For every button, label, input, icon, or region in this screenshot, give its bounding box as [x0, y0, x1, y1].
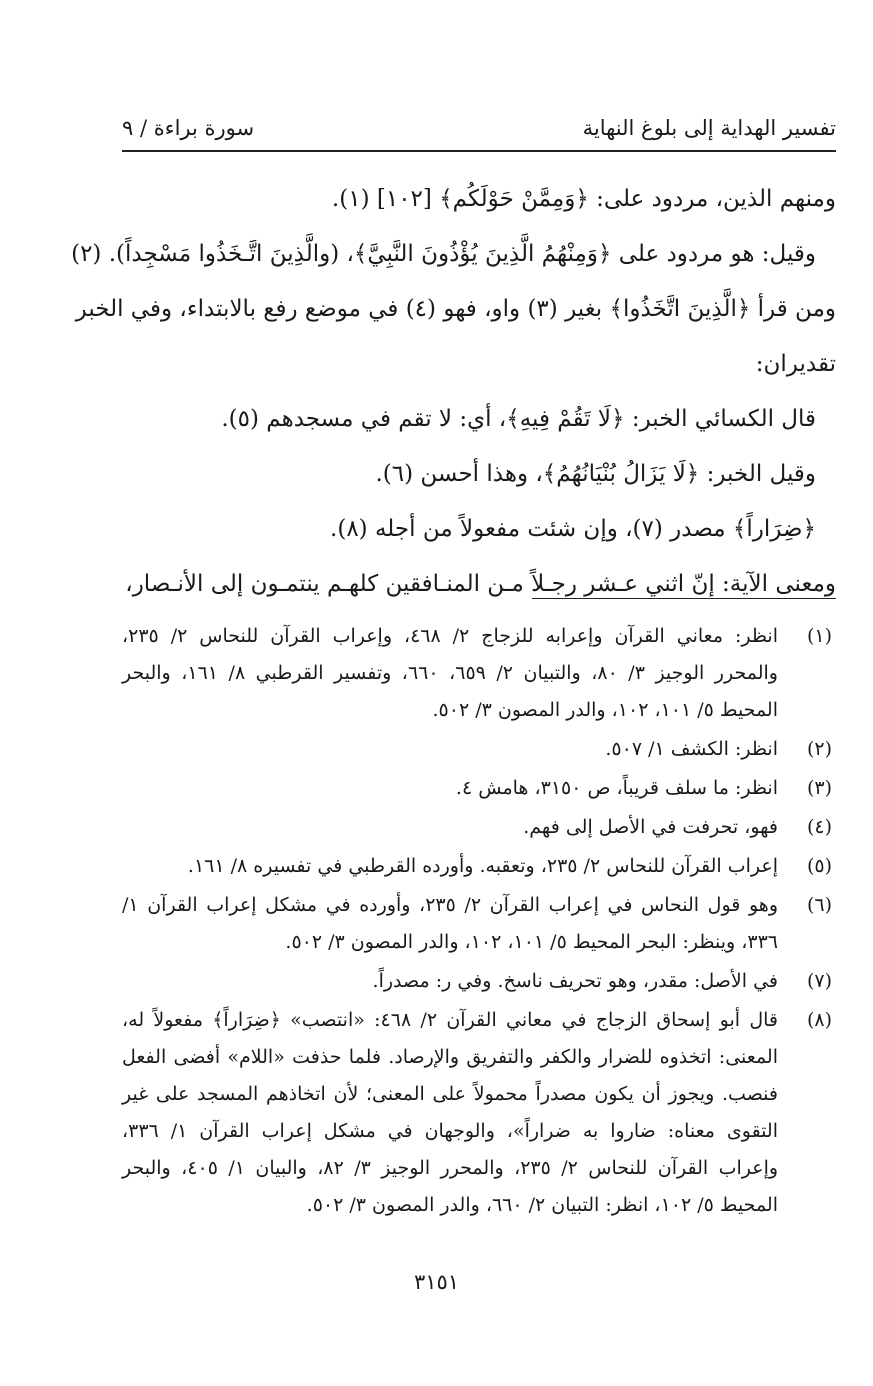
footnote — [122, 887, 836, 961]
footnote-text: إعراب القرآن للنحاس ٢/ ٢٣٥، وتعقبه. وأورده القرطبي في تفسيره ٨/ ١٦١. — [187, 855, 778, 877]
paragraph: تقديران: — [755, 351, 836, 377]
footnote — [122, 848, 836, 885]
footnote — [122, 1002, 836, 1224]
footnote-text: فهو، تحرفت في الأصل إلى فهم. — [523, 816, 778, 838]
footnote-number: (٨) — [806, 1009, 832, 1031]
paragraph: ومن قرأ ﴿الَّذِينَ اتَّخَذُوا﴾ بغير (٣) واو، فهو (٤) في موضع رفع بالابتداء، وفي الخبر — [75, 296, 836, 322]
footnote — [122, 731, 836, 768]
footnote-number: (٦) — [806, 894, 832, 916]
footnote-text: قال أبو إسحاق الزجاج في معاني القرآن ٢/ ٤٦٨: «انتصب» ﴿ضِرَاراً﴾ مفعولاً له، المعنى: اتخذوه للضرار والكفر والتفريق والإرصاد. فلما حذفت «اللام» أفضى الفعل فنصب. ويجوز أن يكون مصدراً محمولاً على المعنى؛ لأن اتخاذهم المسجد على غير التقوى معناه: ضاروا به ضراراً»، والوجهان في مشكل إعراب القرآن ١/ ٣٣٦، وإعراب القرآن للنحاس ٢/ ٢٣٥، والمحرر الوجيز ٣/ ٨٢، والبيان ١/ ٤٠٥، والبحر المحيط ٥/ ١٠٢، انظر: التبيان ٢/ ٦٦٠، والدر المصون ٣/ ٥٠٢. — [122, 1009, 779, 1216]
footnotes — [122, 618, 836, 1226]
footnote — [122, 618, 836, 729]
paragraph: ومعنى الآية: إنّ اثني عـشر رجـلاً مـن المنـافقين كلهـم ينتمـون إلى الأنـصار، — [125, 571, 836, 597]
footnote-number: (٢) — [806, 738, 832, 760]
footnote-separator — [532, 598, 836, 599]
paragraph: ﴿ضِرَاراً﴾ مصدر (٧)، وإن شئت مفعولاً من أجله (٨). — [330, 516, 816, 542]
footnote-text: وهو قول النحاس في إعراب القرآن ٢/ ٢٣٥، وأورده في مشكل إعراب القرآن ١/ ٣٣٦، وينظر: البحر المحيط ٥/ ١٠١، ١٠٢، والدر المصون ٣/ ٥٠٢. — [122, 894, 778, 953]
footnote — [122, 809, 836, 846]
main-text — [71, 172, 836, 612]
header-rule — [122, 150, 836, 152]
footnote-text: انظر: معاني القرآن وإعرابه للزجاج ٢/ ٤٦٨، وإعراب القرآن للنحاس ٢/ ٢٣٥، والمحرر الوجيز ٣/ ٨٠، والتبيان ٢/ ٦٥٩، ٦٦٠، وتفسير القرطبي ٨/ ١٦١، والبحر المحيط ٥/ ١٠١، ١٠٢، والدر المصون ٣/ ٥٠٢. — [122, 625, 778, 721]
footnote-number: (٥) — [806, 855, 832, 877]
paragraph: ومنهم الذين، مردود على: ﴿وَمِمَّنْ حَوْلَكُم﴾ [١٠٢] (١). — [331, 186, 836, 212]
footnote-text: انظر: الكشف ١/ ٥٠٧. — [605, 738, 778, 760]
footnote-number: (٣) — [806, 777, 832, 799]
footnote — [122, 770, 836, 807]
footnote-number: (١) — [806, 625, 832, 647]
surah-label: سورة براءة / ٩ — [122, 116, 255, 140]
book-title: تفسير الهداية إلى بلوغ النهاية — [582, 116, 836, 140]
paragraph: وقيل الخبر: ﴿لَا يَزَالُ بُنْيَانُهُمُ﴾، وهذا أحسن (٦). — [375, 461, 816, 487]
footnote-number: (٧) — [806, 970, 832, 992]
paragraph: قال الكسائي الخبر: ﴿لَا تَقُمْ فِيهِ﴾، أي: لا تقم في مسجدهم (٥). — [221, 406, 816, 432]
page-number: ٣١٥١ — [413, 1270, 460, 1294]
footnote-text: في الأصل: مقدر، وهو تحريف ناسخ. وفي ر: مصدراً. — [372, 970, 778, 992]
running-header — [122, 108, 836, 148]
paragraph: وقيل: هو مردود على ﴿وَمِنْهُمُ الَّذِينَ يُؤْذُونَ النَّبِيَّ﴾، (والَّذِينَ اتَّـخَذُوا مَسْجِداً). (٢) — [71, 241, 816, 267]
footnote-number: (٤) — [806, 816, 832, 838]
footnote-text: انظر: ما سلف قريباً، ص ٣١٥٠، هامش ٤. — [455, 777, 778, 799]
footnote — [122, 963, 836, 1000]
